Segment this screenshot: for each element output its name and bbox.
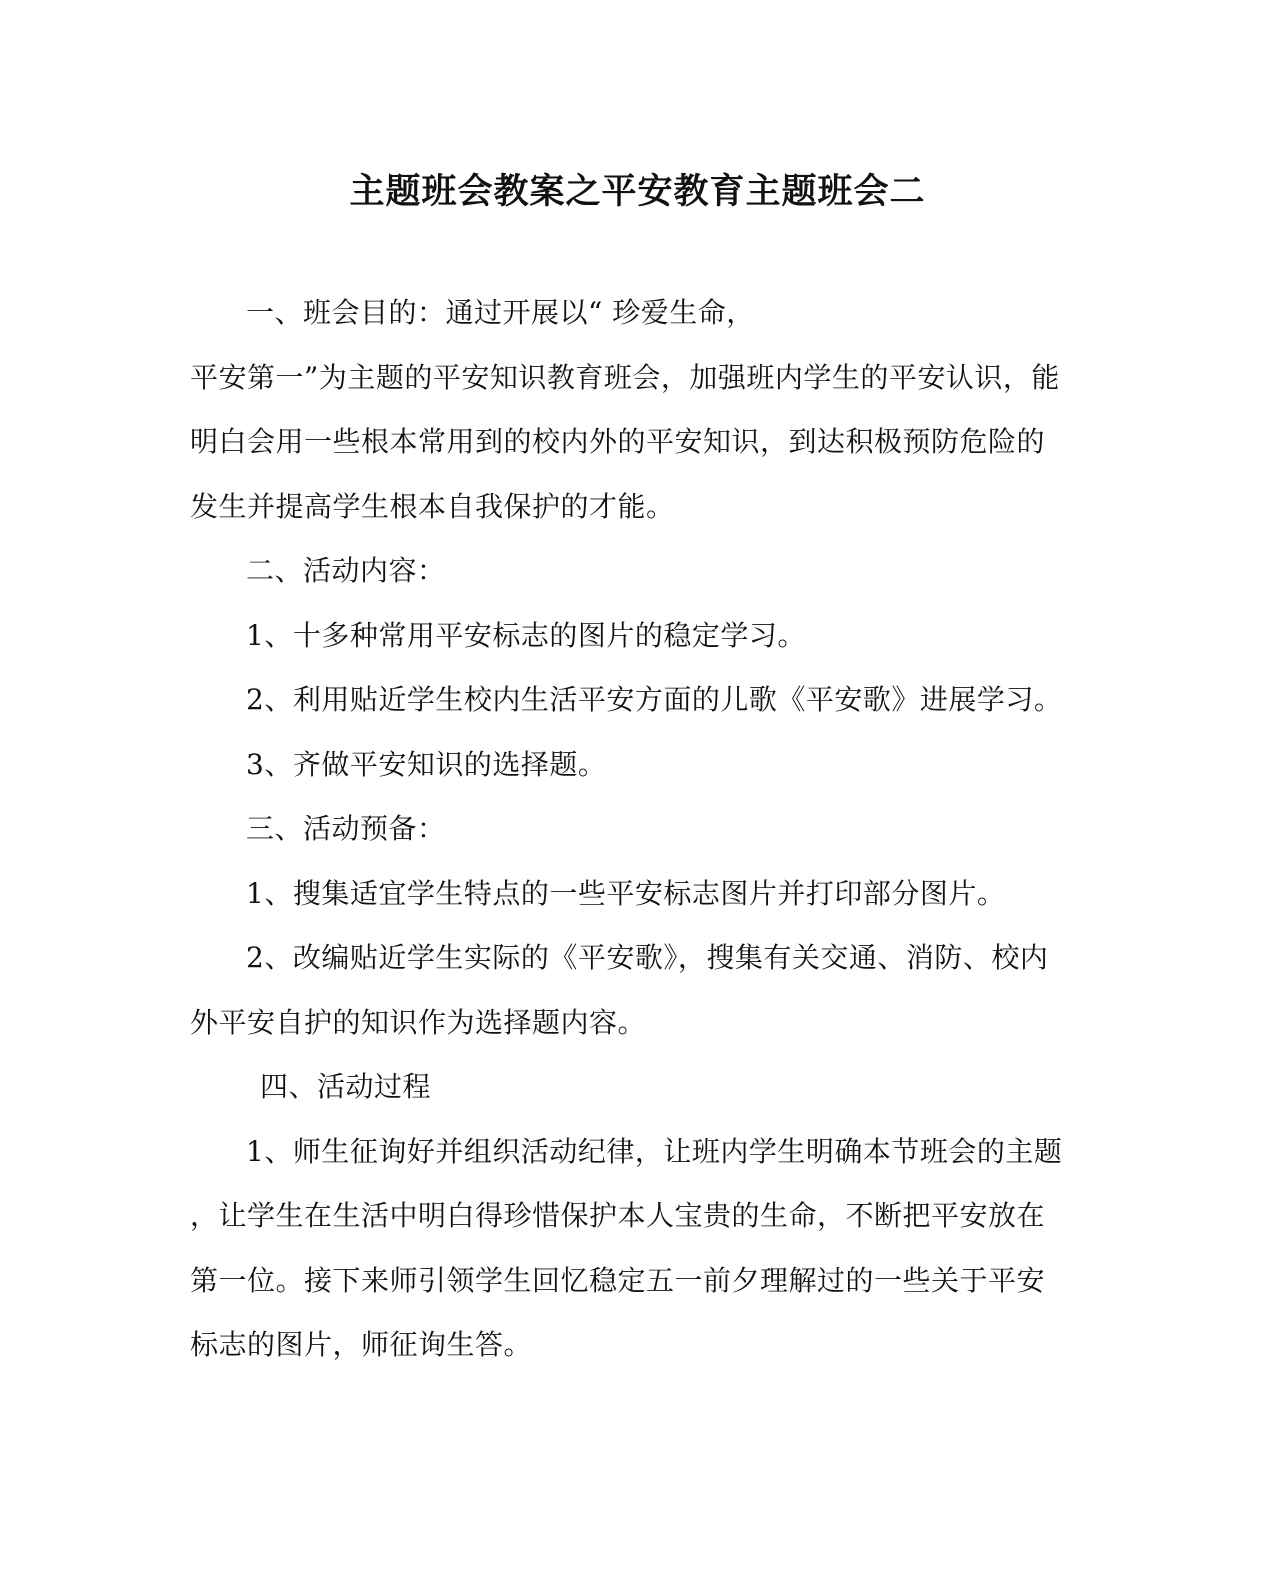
document-title: 主题班会教案之平安教育主题班会二	[349, 171, 926, 212]
paragraph-line: ，让学生在生活中明白得珍惜保护本人宝贵的生命，不断把平安放在	[190, 1199, 1046, 1232]
document-body	[190, 281, 1070, 1378]
list-item: 2、利用贴近学生校内生活平安方面的儿歌《平安歌》进展学习。	[246, 683, 1063, 716]
list-item: 1、师生征询好并组织活动纪律，让班内学生明确本节班会的主题	[246, 1134, 1063, 1168]
list-item: 2、改编贴近学生实际的《平安歌》，搜集有关交通、消防、校内	[246, 941, 1049, 974]
section-heading: 四、活动过程	[260, 1070, 432, 1103]
list-item: 3、齐做平安知识的选择题。	[246, 747, 607, 781]
section-heading: 二、活动内容：	[246, 554, 446, 587]
paragraph-line: 平安第一”为主题的平安知识教育班会，加强班内学生的平安认识，能	[190, 360, 1060, 394]
paragraph-line: 发生并提高学生根本自我保护的才能。	[190, 489, 675, 523]
paragraph-line: 明白会用一些根本常用到的校内外的平安知识，到达积极预防危险的	[190, 425, 1046, 458]
paragraph-line: 一、班会目的：通过开展以“ 珍爱生命，	[246, 296, 755, 329]
paragraph-line: 第一位。接下来师引领学生回忆稳定五一前夕理解过的一些关于平安	[190, 1263, 1046, 1297]
list-item: 1、搜集适宜学生特点的一些平安标志图片并打印部分图片。	[246, 876, 1006, 910]
paragraph-line: 标志的图片，师征询生答。	[190, 1328, 533, 1361]
list-item: 1、十多种常用平安标志的图片的稳定学习。	[246, 618, 806, 652]
paragraph-line: 外平安自护的知识作为选择题内容。	[190, 1005, 647, 1039]
section-heading: 三、活动预备：	[246, 812, 446, 845]
